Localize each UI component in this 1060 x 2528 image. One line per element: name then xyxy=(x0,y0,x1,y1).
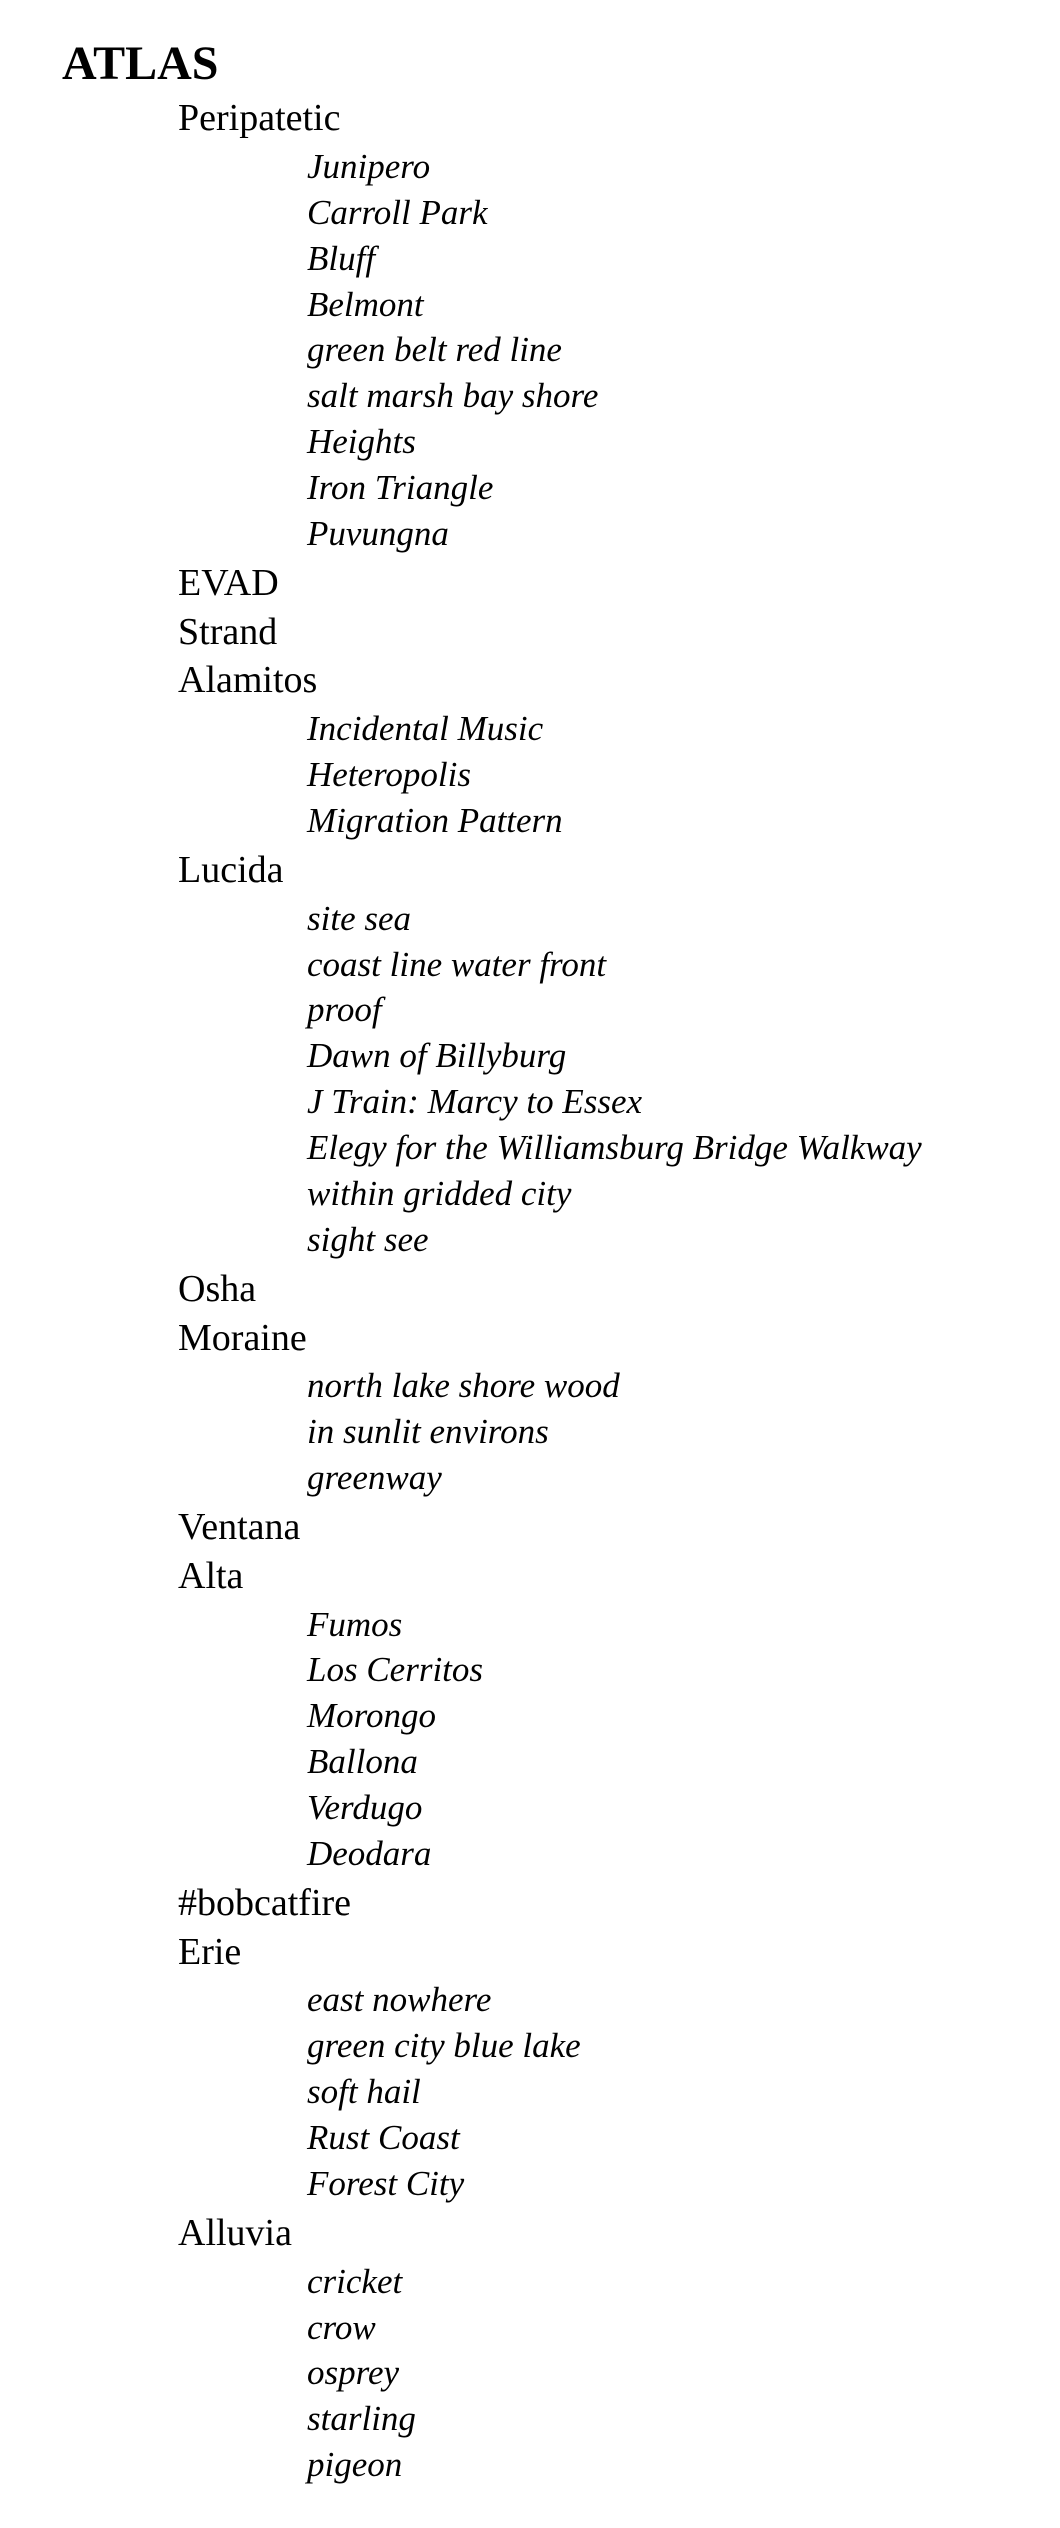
section-entry: Heteropolis xyxy=(307,755,471,795)
section-entry: Puvungna xyxy=(307,514,449,553)
section-entry: J Train: Marcy to Essex xyxy=(307,1082,643,1122)
section-heading: Strand xyxy=(178,610,278,653)
page-title: ATLAS xyxy=(62,37,219,90)
section-entry: east nowhere xyxy=(307,1980,492,2020)
section-entry: north lake shore wood xyxy=(307,1366,620,1406)
section-heading: Alamitos xyxy=(178,659,318,702)
section-heading: Lucida xyxy=(178,848,284,891)
section-entry: pigeon xyxy=(307,2445,403,2485)
section-entry: Forest City xyxy=(307,2164,465,2203)
section-entry: sight see xyxy=(307,1219,429,1259)
section-entry: coast line water front xyxy=(307,944,607,984)
section-entry: Belmont xyxy=(307,284,424,324)
section-entry: starling xyxy=(307,2399,416,2439)
section-entry: osprey xyxy=(307,2353,400,2393)
section-heading: #bobcatfire xyxy=(178,1881,352,1924)
section-entry: proof xyxy=(307,990,382,1030)
section-entry: Deodara xyxy=(307,1834,432,1873)
section-entry: Bluff xyxy=(307,238,376,278)
section-entry: Fumos xyxy=(307,1604,403,1644)
section-entry: Rust Coast xyxy=(307,2118,460,2158)
section-heading: Erie xyxy=(178,1930,242,1973)
section-heading: Moraine xyxy=(178,1316,307,1359)
section-heading: Alta xyxy=(178,1554,244,1597)
section-entry: Ballona xyxy=(307,1742,418,1782)
section-entry: Los Cerritos xyxy=(307,1650,484,1690)
section-entry: green city blue lake xyxy=(307,2026,581,2066)
section-entry: Migration Pattern xyxy=(307,801,563,840)
section-entry: cricket xyxy=(307,2261,403,2301)
section-entry: within gridded city xyxy=(307,1174,572,1213)
section-heading: Peripatetic xyxy=(178,97,341,139)
section-heading: EVAD xyxy=(178,561,279,604)
section-entry: crow xyxy=(307,2307,376,2347)
section-entry: greenway xyxy=(307,1458,442,1498)
section-entry: Verdugo xyxy=(307,1788,423,1828)
section-entry: green belt red line xyxy=(307,330,562,370)
section-entry: Junipero xyxy=(307,146,431,186)
section-entry: Dawn of Billyburg xyxy=(307,1036,567,1076)
section-heading: Ventana xyxy=(178,1505,301,1548)
section-entry: Heights xyxy=(307,422,416,462)
section-entry: in sunlit environs xyxy=(307,1412,549,1452)
section-entry: soft hail xyxy=(307,2072,421,2112)
section-entry: Elegy for the Williamsburg Bridge Walkway xyxy=(307,1128,922,1168)
section-heading: Osha xyxy=(178,1267,257,1310)
section-entry: site sea xyxy=(307,898,412,938)
section-entry: Morongo xyxy=(307,1696,436,1736)
section-entry: Iron Triangle xyxy=(307,468,494,508)
section-entry: salt marsh bay shore xyxy=(307,376,599,416)
section-entry: Incidental Music xyxy=(307,709,544,749)
section-entry: Carroll Park xyxy=(307,192,488,232)
section-heading: Alluvia xyxy=(178,2211,292,2254)
